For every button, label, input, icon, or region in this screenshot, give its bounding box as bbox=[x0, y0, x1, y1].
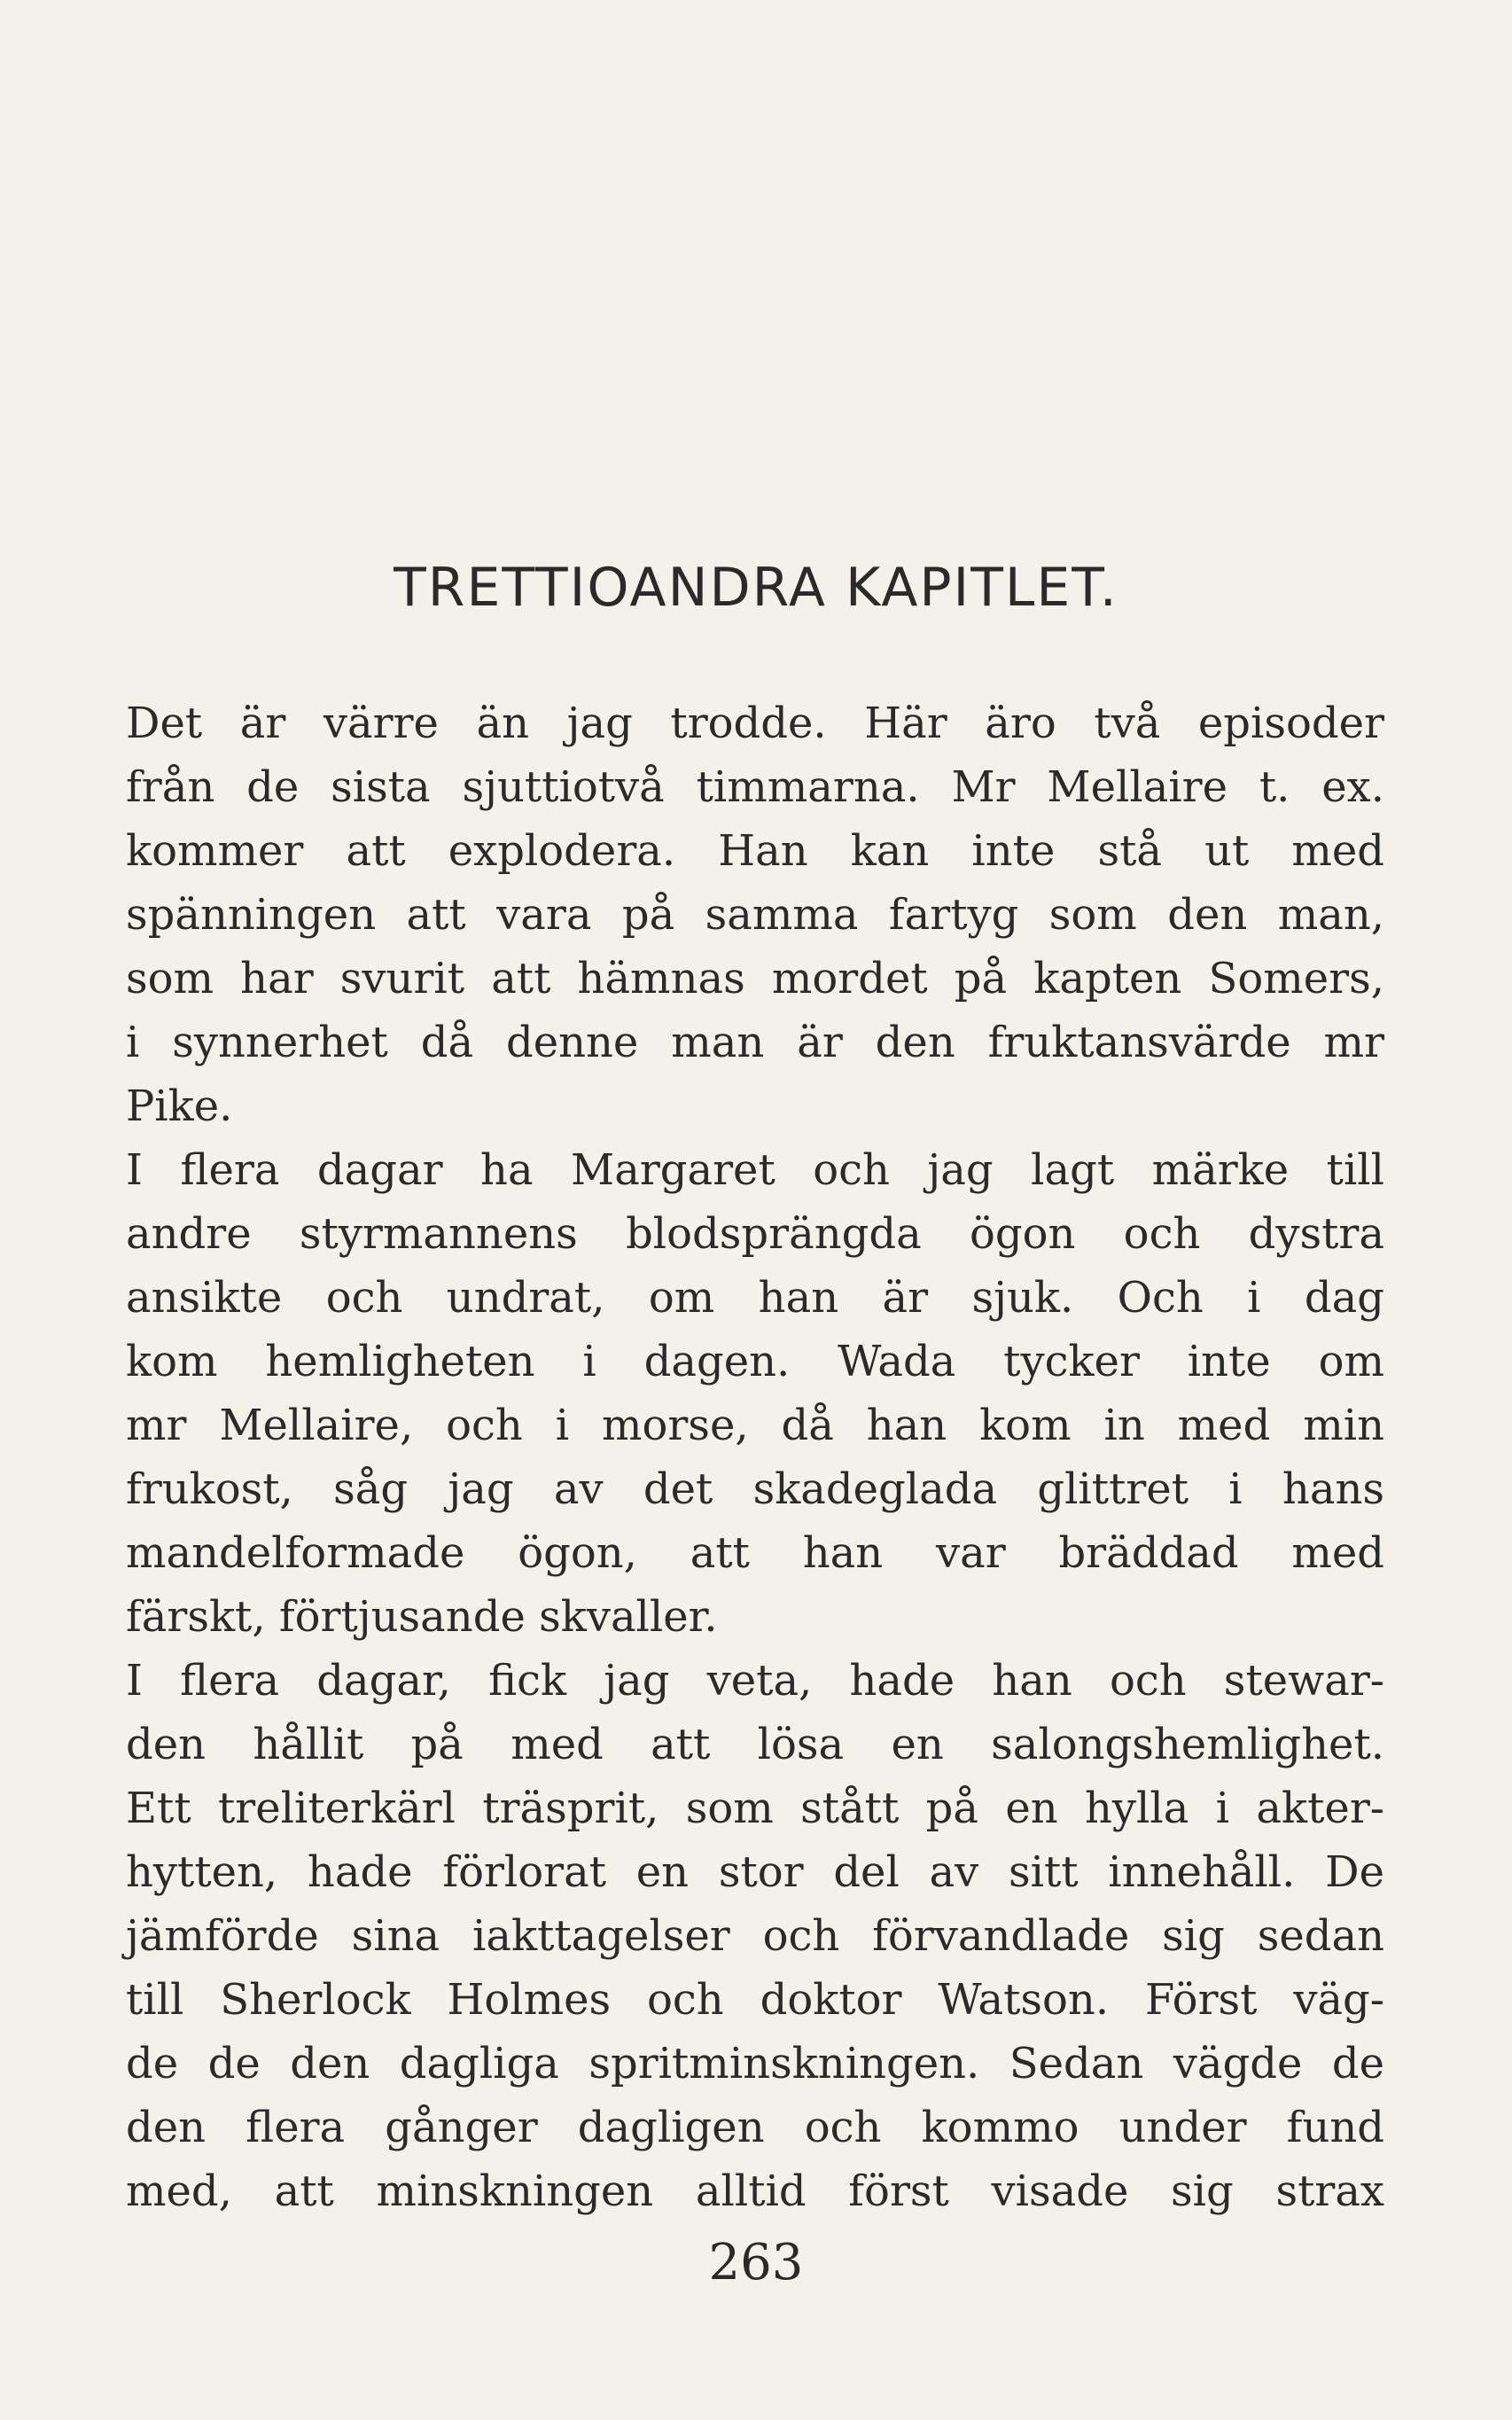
text-line: andre styrmannens blodsprängda ögon och dystra bbox=[126, 1209, 1384, 1259]
text-line: kommer att explodera. Han kan inte stå ut med bbox=[126, 826, 1384, 876]
text-line: spänningen att vara på samma fartyg som den man, bbox=[126, 890, 1384, 940]
text-line: som har svurit att hämnas mordet på kapten Somers, bbox=[126, 954, 1384, 1003]
page-number: 263 bbox=[708, 2234, 804, 2291]
text-line: Det är värre än jag trodde. Här äro två episoder bbox=[126, 699, 1384, 748]
text-line: från de sista sjuttiotvå timmarna. Mr Mellaire t. ex. bbox=[126, 762, 1384, 812]
body-text bbox=[126, 691, 1384, 2223]
text-line: den hållit på med att lösa en salongshemlighet. bbox=[126, 1720, 1384, 1769]
text-line: färskt, förtjusande skvaller. bbox=[126, 1592, 718, 1642]
text-line: kom hemligheten i dagen. Wada tycker inte om bbox=[126, 1337, 1384, 1386]
text-line: mr Mellaire, och i morse, då han kom in med min bbox=[126, 1401, 1384, 1450]
text-line: Ett treliterkärl träsprit, som stått på en hylla i akter- bbox=[126, 1784, 1384, 1833]
text-line: Pike. bbox=[126, 1081, 233, 1131]
text-line: den flera gånger dagligen och kommo under fund bbox=[126, 2103, 1384, 2152]
text-line: mandelformade ögon, att han var bräddad med bbox=[126, 1528, 1384, 1578]
text-line: ansikte och undrat, om han är sjuk. Och i dag bbox=[126, 1273, 1384, 1323]
text-line: I flera dagar ha Margaret och jag lagt märke till bbox=[126, 1145, 1384, 1195]
text-line: till Sherlock Holmes och doktor Watson. Först väg- bbox=[126, 1975, 1384, 2025]
text-line: frukost, såg jag av det skadeglada glittret i hans bbox=[126, 1464, 1384, 1514]
text-line: hytten, hade förlorat en stor del av sitt innehåll. De bbox=[126, 1847, 1384, 1897]
chapter-title: TRETTIOANDRA KAPITLET. bbox=[394, 557, 1118, 619]
text-line: i synnerhet då denne man är den fruktansvärde mr bbox=[126, 1018, 1384, 1067]
text-line: jämförde sina iakttagelser och förvandlade sig sedan bbox=[126, 1911, 1384, 1961]
text-line: I flera dagar, fick jag veta, hade han och stewar- bbox=[126, 1656, 1384, 1706]
text-line: de de den dagliga spritminskningen. Sedan vägde de bbox=[126, 2039, 1384, 2088]
text-line: med, att minskningen alltid först visade sig strax bbox=[126, 2166, 1384, 2216]
